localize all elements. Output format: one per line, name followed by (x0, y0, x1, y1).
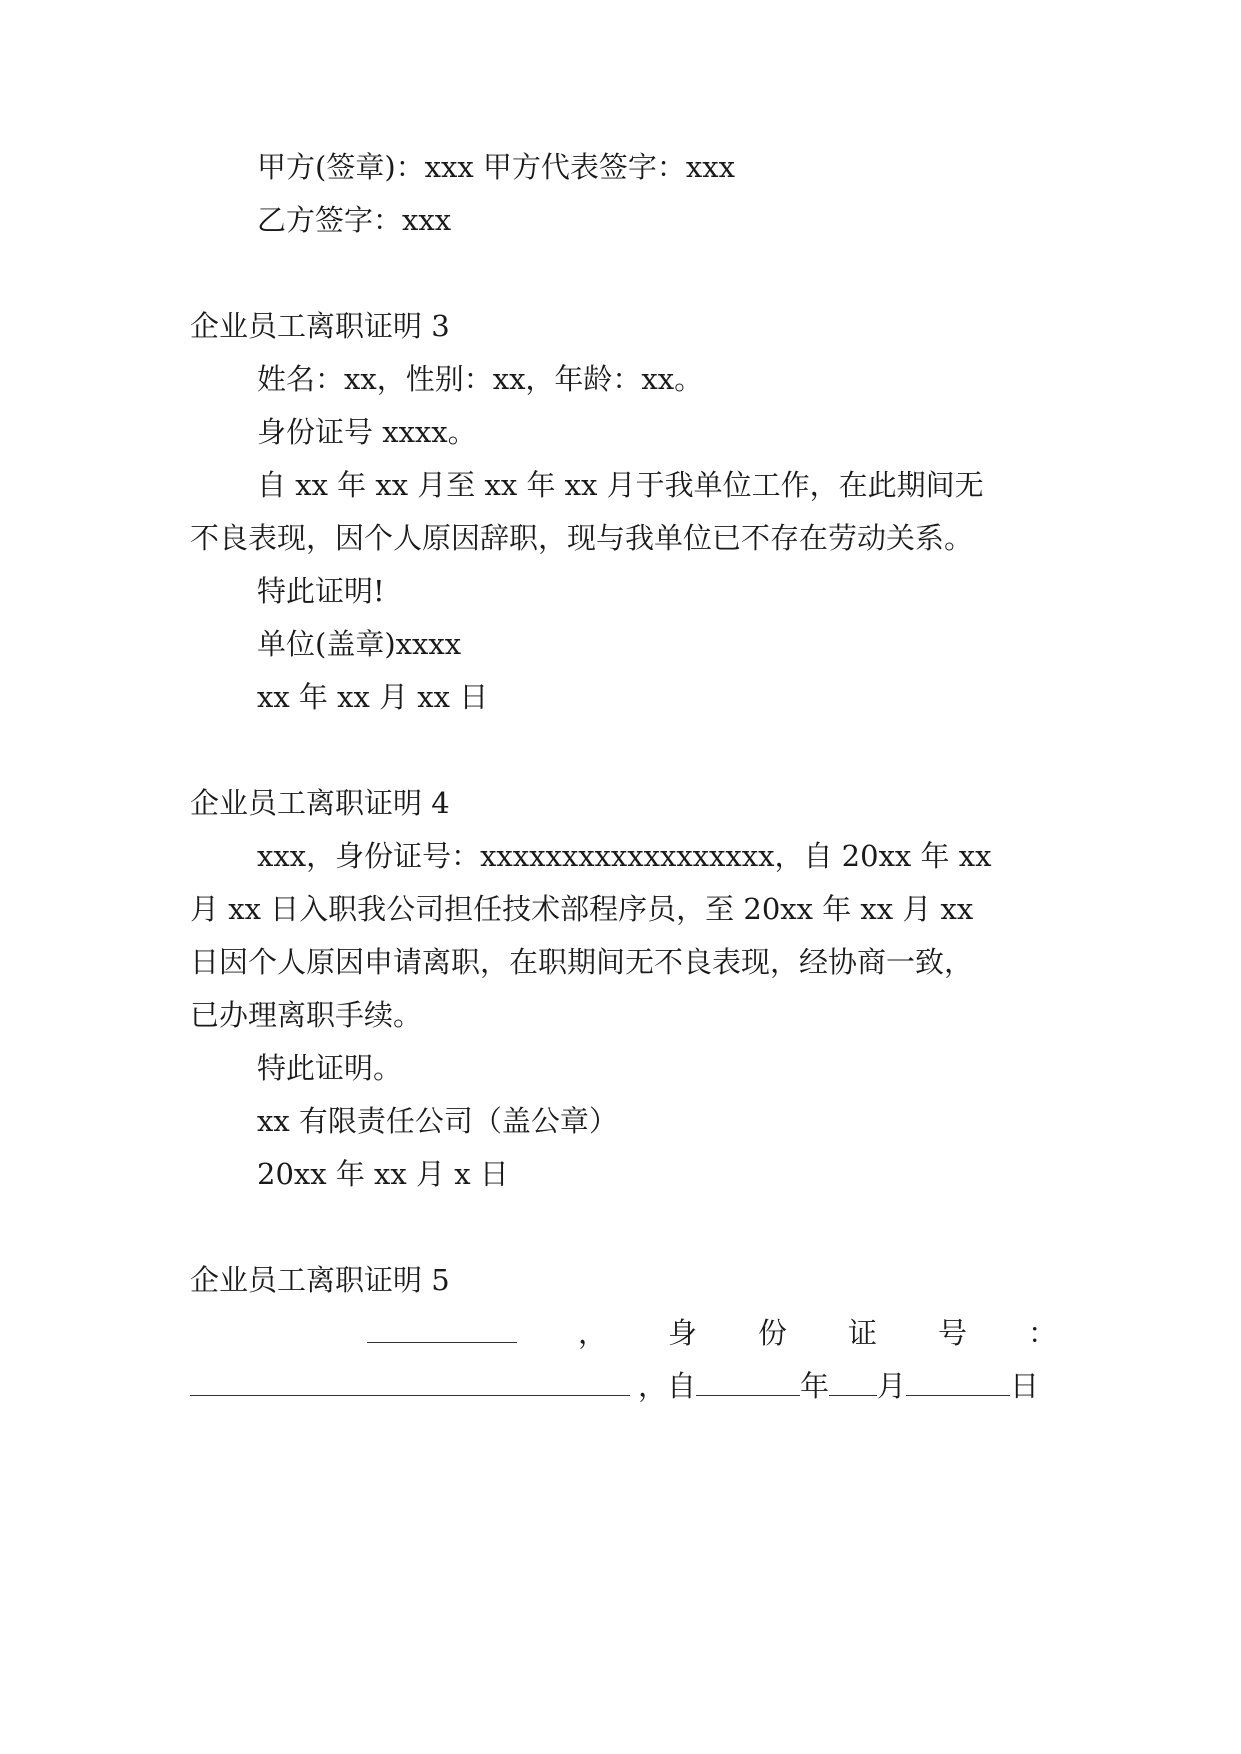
section-4-body-line-3: 日因个人原因申请离职，在职期间无不良表现，经协商一致， (190, 945, 974, 979)
month-label: 月 (877, 1369, 907, 1403)
section-4-body-line-1: xxx，身份证号：xxxxxxxxxxxxxxxxxx，自 20xx 年 xx (257, 839, 992, 873)
section-3-title: 企业员工离职证明 3 (190, 309, 450, 343)
id-number-blank (190, 1367, 630, 1396)
section-3-id-line: 身份证号 xxxx。 (257, 415, 477, 449)
section-4-title: 企业员工离职证明 4 (190, 786, 450, 820)
id-label-char-4: 号 (937, 1316, 967, 1350)
id-label-char-3: 证 (847, 1316, 877, 1350)
id-label-char-2: 份 (757, 1316, 787, 1350)
id-label-char-5: ： (1027, 1316, 1057, 1350)
section-5-title: 企业员工离职证明 5 (190, 1263, 450, 1297)
section-3-name-line: 姓名：xx，性别：xx，年龄：xx。 (257, 362, 704, 396)
section-3-body-line-2: 不良表现，因个人原因辞职，现与我单位已不存在劳动关系。 (190, 521, 974, 555)
comma-from-label: ，自 (638, 1369, 697, 1403)
year-label: 年 (800, 1369, 830, 1403)
section-5-comma: ， (577, 1316, 607, 1350)
year-blank (696, 1367, 800, 1396)
section-4-body-line-4: 已办理离职手续。 (190, 998, 423, 1032)
section-4-date: 20xx 年 xx 月 x 日 (257, 1157, 509, 1191)
signature-line-party-a: 甲方(签章)：xxx 甲方代表签字：xxx (257, 150, 735, 184)
day-label: 日 (1010, 1369, 1040, 1403)
section-5-line-1 (367, 1313, 1057, 1353)
month-blank (829, 1367, 877, 1396)
name-blank (367, 1314, 517, 1343)
section-5-line-2 (190, 1366, 1052, 1406)
section-4-body-line-2: 月 xx 日入职我公司担任技术部程序员，至 20xx 年 xx 月 xx (190, 892, 974, 926)
signature-line-party-b: 乙方签字：xxx (257, 203, 452, 237)
section-3-date: xx 年 xx 月 xx 日 (257, 680, 489, 714)
section-4-company: xx 有限责任公司（盖公章） (257, 1104, 618, 1138)
section-3-certify: 特此证明! (257, 574, 385, 608)
id-label-char-1: 身 (667, 1316, 697, 1350)
section-3-unit: 单位(盖章)xxxx (257, 627, 462, 661)
section-3-body-line-1: 自 xx 年 xx 月至 xx 年 xx 月于我单位工作，在此期间无 (257, 468, 984, 502)
day-blank (906, 1367, 1010, 1396)
section-4-certify: 特此证明。 (257, 1051, 403, 1085)
